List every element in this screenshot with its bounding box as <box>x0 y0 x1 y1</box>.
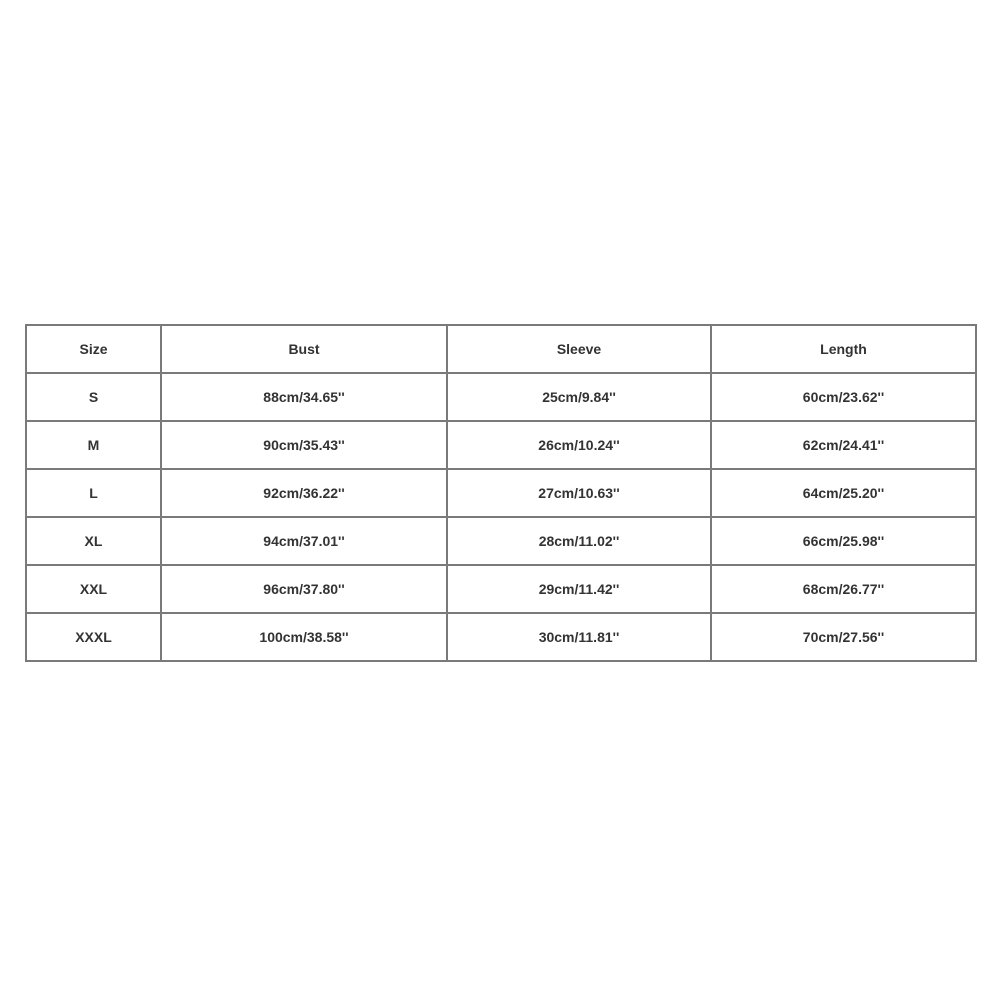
cell-length: 60cm/23.62'' <box>711 373 976 421</box>
cell-bust: 96cm/37.80'' <box>161 565 447 613</box>
table-row <box>26 613 976 661</box>
cell-sleeve: 28cm/11.02'' <box>447 517 711 565</box>
cell-length: 66cm/25.98'' <box>711 517 976 565</box>
table-row <box>26 565 976 613</box>
table-row <box>26 373 976 421</box>
cell-bust: 92cm/36.22'' <box>161 469 447 517</box>
cell-sleeve: 26cm/10.24'' <box>447 421 711 469</box>
cell-bust: 94cm/37.01'' <box>161 517 447 565</box>
cell-size: XXL <box>26 565 161 613</box>
cell-sleeve: 30cm/11.81'' <box>447 613 711 661</box>
cell-size: M <box>26 421 161 469</box>
header-bust: Bust <box>161 325 447 373</box>
header-sleeve: Sleeve <box>447 325 711 373</box>
cell-size: XL <box>26 517 161 565</box>
header-size: Size <box>26 325 161 373</box>
cell-bust: 88cm/34.65'' <box>161 373 447 421</box>
cell-sleeve: 25cm/9.84'' <box>447 373 711 421</box>
cell-size: S <box>26 373 161 421</box>
cell-length: 62cm/24.41'' <box>711 421 976 469</box>
cell-sleeve: 27cm/10.63'' <box>447 469 711 517</box>
cell-length: 68cm/26.77'' <box>711 565 976 613</box>
cell-length: 64cm/25.20'' <box>711 469 976 517</box>
size-chart-table <box>25 324 977 662</box>
cell-size: XXXL <box>26 613 161 661</box>
header-length: Length <box>711 325 976 373</box>
cell-sleeve: 29cm/11.42'' <box>447 565 711 613</box>
table-row <box>26 469 976 517</box>
cell-size: L <box>26 469 161 517</box>
table-row <box>26 517 976 565</box>
table-row <box>26 421 976 469</box>
cell-bust: 90cm/35.43'' <box>161 421 447 469</box>
cell-bust: 100cm/38.58'' <box>161 613 447 661</box>
table-header-row <box>26 325 976 373</box>
cell-length: 70cm/27.56'' <box>711 613 976 661</box>
